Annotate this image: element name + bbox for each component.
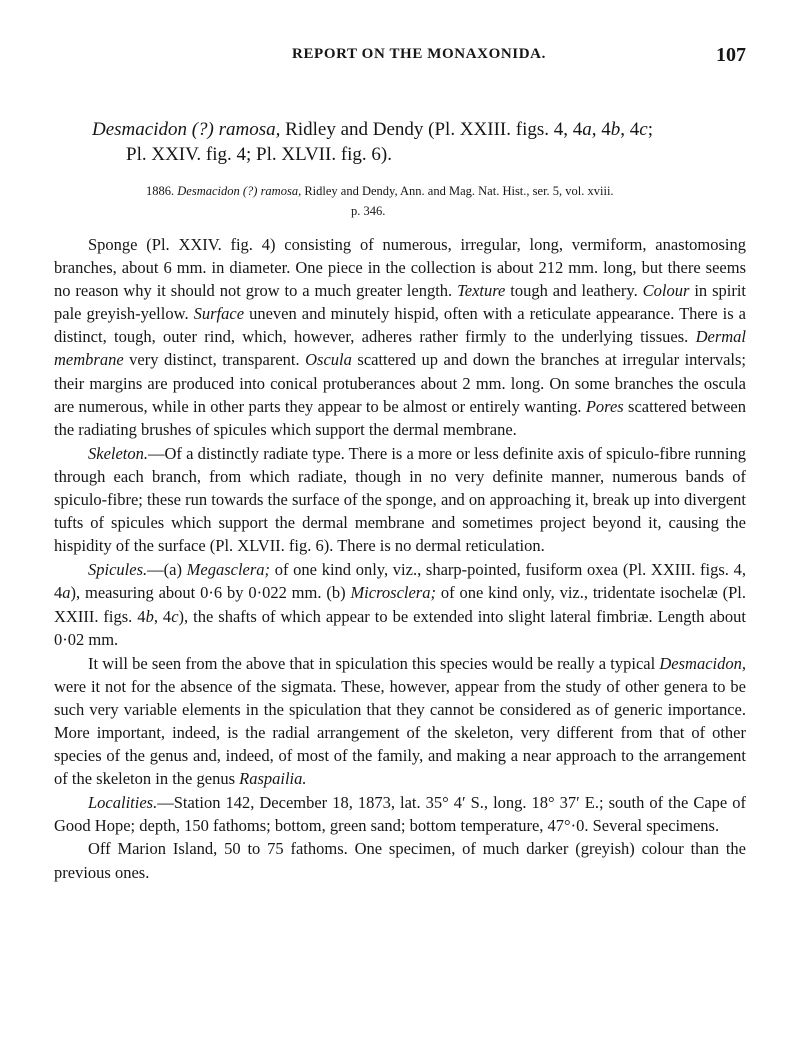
skeleton-paragraph <box>54 442 746 557</box>
reference-citation: Ridley and Dendy, Ann. and Mag. Nat. Hist., ser. 5, vol. xviii. <box>301 184 614 198</box>
running-head <box>92 46 746 76</box>
text-run: tough and leathery. <box>505 281 643 301</box>
text-run: —Of a distinctly radiate type. There is a more or less definite axis of spiculo-fibre running through each branch, from which radiate, though in no very definite manner, numerous bands of spiculo-fibre; these run towards the surface of the sponge, and on approaching it, break up into divergent tufts of spicules which support the dermal membrane and sometimes project beyond it, causing the hispidity of the surface (Pl. XLVII. fig. 6). There is no dermal reticulation. <box>54 443 746 556</box>
synonymy-reference <box>146 181 751 221</box>
text-run: —Station 142, December 18, 1873, lat. 35° 4′ S., long. 18° 37′ E.; south of the Cape of Good Hope; depth, 150 fathoms; bottom, green sand; bottom temperature, 47°·0. Several specimens. <box>54 793 746 836</box>
surface-label: Surface <box>193 304 245 324</box>
text-run: scattered up and down the branches at irregular intervals; their margins are produced into conical protuberances about 2 mm. long. On some branches the oscula are numerous, while in other parts they appear to be almost or entirely wanting. <box>54 350 746 416</box>
fig-letter: a <box>582 119 592 140</box>
text-run: were it not for the absence of the sigmata. These, however, appear from the study of other genera to be such very variable elements in the spiculation that they cannot be considered as of generic importance. More important, indeed, is the radial arrangement of the skeleton, very different from that of other species of the genus and, indeed, of most of the family, and making a near approach to the arrangement of the skeleton in the genus <box>54 676 746 789</box>
body-text <box>54 233 746 884</box>
spicules-paragraph <box>54 558 746 650</box>
oscula-label: Oscula <box>305 350 352 370</box>
reference-year: 1886. <box>146 184 175 198</box>
text-run: in spirit pale greyish-yellow. <box>54 281 746 324</box>
species-authors: Ridley and Dendy (Pl. XXIII. figs. 4, 4 <box>280 119 583 140</box>
fig-letter: c <box>171 606 179 626</box>
fig-letter: a <box>62 583 71 603</box>
reference-taxon: Desmacidon (?) ramosa, <box>177 184 302 198</box>
fig-letter: c <box>639 119 648 140</box>
text-run: —(a) <box>147 560 187 580</box>
colour-label: Colour <box>642 281 690 301</box>
marion-island-paragraph: Off Marion Island, 50 to 75 fathoms. One specimen, of much darker (greyish) colour than the previous ones. <box>54 839 746 882</box>
genus-name: Raspailia. <box>239 769 307 789</box>
text-run: very distinct, transparent. <box>123 350 306 370</box>
text-run: of one kind only, viz., tridentate isochelæ (Pl. XXIII. figs. 4 <box>54 583 746 626</box>
fig-letter: b <box>145 606 154 626</box>
species-name: Desmacidon (?) ramosa, <box>92 119 281 140</box>
species-heading-line-2: Pl. XXIV. fig. 4; Pl. XLVII. fig. 6). <box>126 144 393 165</box>
text-run: It will be seen from the above that in spiculation this species would be really a typical <box>88 653 660 673</box>
text-run: ), measuring about 0·6 by 0·022 mm. (b) <box>70 583 351 603</box>
text-run: ), the shafts of which appear to be extended into slight lateral fimbriæ. Length about 0·02 mm. <box>54 606 746 649</box>
spicules-label: Spicules. <box>88 560 148 580</box>
text-run: of one kind only, viz., sharp-pointed, fusiform oxea (Pl. XXIII. figs. 4, 4 <box>54 560 746 603</box>
texture-label: Texture <box>457 281 506 301</box>
microsclera-label: Microsclera; <box>350 583 436 603</box>
fig-separator: , 4 <box>591 119 611 140</box>
discussion-paragraph <box>54 652 746 791</box>
localities-label: Localities. <box>88 793 158 813</box>
reference-line-1 <box>146 181 751 201</box>
localities-paragraph <box>54 791 746 837</box>
description-paragraph <box>54 233 746 441</box>
fig-separator: ; <box>647 119 653 140</box>
fig-letter: b <box>610 119 621 140</box>
running-title: REPORT ON THE MONAXONIDA. <box>292 46 546 62</box>
text-run: uneven and minutely hispid, often with a reticulate appearance. There is a distinct, tough, outer rind, which, however, adheres rather firmly to the underlying tissues. <box>54 304 747 347</box>
page-number: 107 <box>716 44 746 66</box>
text-run: , 4 <box>153 606 172 626</box>
text-run: Sponge (Pl. XXIV. fig. 4) consisting of numerous, irregular, long, vermiform, anastomosing branches, about 6 mm. in diameter. One piece in the collection is about 212 mm. long, but there seems no reason why it should not grow to a much greater length. <box>54 235 746 301</box>
skeleton-label: Skeleton. <box>88 443 149 463</box>
species-heading-line-1 <box>92 117 752 142</box>
megasclera-label: Megasclera; <box>186 560 271 580</box>
species-heading <box>92 117 752 167</box>
text-run: scattered between the radiating brushes of spicules which support the dermal membrane. <box>54 396 746 439</box>
fig-separator: , 4 <box>620 119 640 140</box>
reference-page: p. 346. <box>351 204 386 218</box>
dermal-membrane-label: Dermal membrane <box>54 327 746 370</box>
pores-label: Pores <box>585 396 624 416</box>
genus-name: Desmacidon, <box>659 653 746 673</box>
